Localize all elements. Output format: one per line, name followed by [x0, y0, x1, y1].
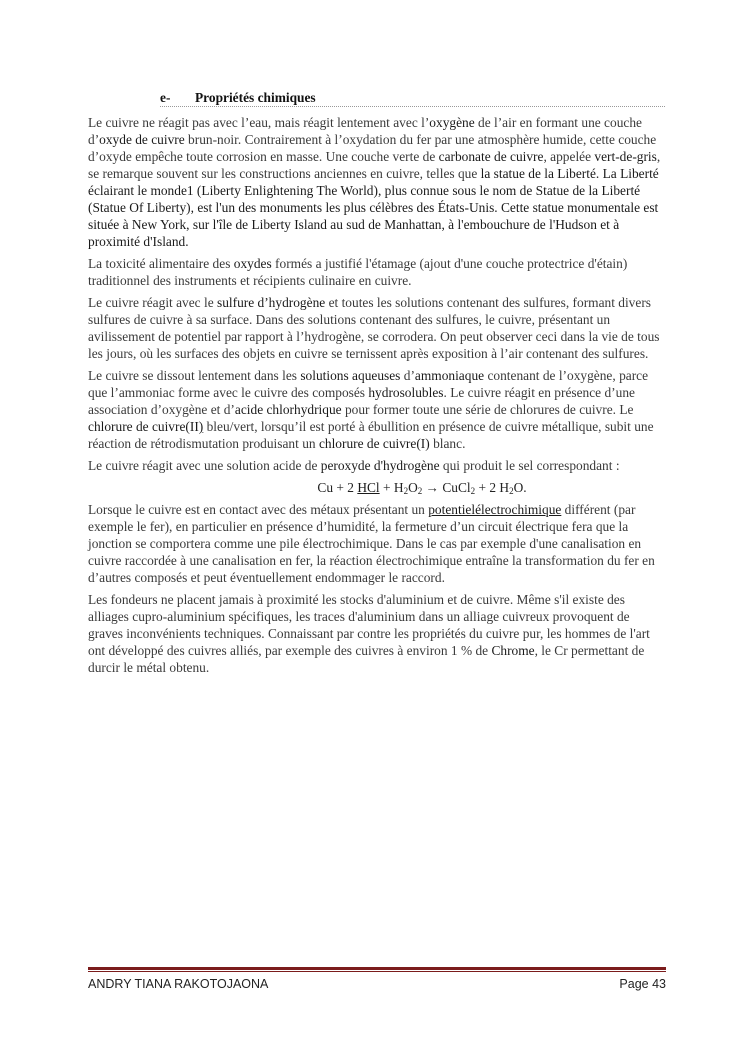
link-oxydes[interactable]: oxydes [233, 256, 272, 271]
subscript: 2 [470, 486, 476, 496]
paragraph-2 [88, 255, 666, 289]
page-footer [88, 976, 666, 992]
statue-liberte-text: la statue de la Liberté. La Liberté éclairant le monde1 (Liberty Enlightening The World), plus connue sous le nom de Statue de la Liberté (Statue Of Liberty), est l'un des monuments les plus célèbres des États-Unis. Cette statue monumentale est située à New York, sur l'île de Liberty Island au sud de Manhattan, à l'embouchure de l'Hudson et à proximité d'Island. [88, 166, 659, 249]
text-run: Lorsque le cuivre est en contact avec des métaux présentant un [88, 502, 429, 517]
section-number: e- [160, 90, 171, 105]
paragraph-3 [88, 294, 666, 362]
text-run: pour former toute une série de chlorures de cuivre. Le [341, 402, 634, 417]
subscript: 2 [509, 486, 514, 496]
equation-part: O. [513, 480, 527, 495]
text-run: , appelée [543, 149, 595, 164]
text-run: de l’air en formant une couche d’ [88, 115, 642, 147]
link-oxyde-de-cuivre[interactable]: oxyde de cuivre [99, 132, 185, 147]
link-peroxyde-hydrogene[interactable]: peroxyde d'hydrogène [320, 458, 440, 473]
text-run: Les fondeurs ne placent jamais à proximité les stocks d'aluminium et de cuivre. Même s'il existe des alliages cupro-aluminium spécifiques, les traces d'aluminium dans un alliage cuivreux provoquent de graves inconvénients techniques. Connaissant par contre les propriétés du cuivre pur, les hommes de l'art ont développé des cuivres alliés, par exemple des cuivres à environ 1 % de [88, 592, 650, 658]
text-run: , se remarque souvent sur les constructions anciennes en cuivre, telles que [88, 149, 661, 181]
footer-author: ANDRY TIANA RAKOTOJAONA [88, 977, 269, 991]
link-hydrosolubles[interactable]: hydrosolubles [368, 385, 444, 400]
equation-part: → CuCl [422, 480, 471, 495]
paragraph-1 [88, 114, 666, 250]
text-run: La toxicité alimentaire des [88, 256, 234, 271]
link-chlorure-cuivre-ii-paren[interactable]: ) [198, 419, 204, 434]
link-chlorure-cuivre-ii[interactable]: chlorure de cuivre(II [88, 419, 199, 434]
link-ammoniaque[interactable]: ammoniaque [414, 368, 485, 383]
link-carbonate-de-cuivre[interactable]: carbonate de cuivre [438, 149, 544, 164]
section-heading [160, 89, 665, 107]
footer-rule-thin [88, 971, 666, 972]
link-solutions-aqueuses[interactable]: solutions aqueuses [300, 368, 401, 383]
section-title: Propriétés chimiques [195, 90, 316, 105]
text-run: Le cuivre réagit avec une solution acide de [88, 458, 321, 473]
link-sulfure-hydrogene[interactable]: sulfure d’hydrogène [217, 295, 326, 310]
subscript: 2 [417, 486, 423, 496]
link-potentiel-electrochimique[interactable]: potentielélectrochimique [428, 502, 562, 517]
text-run: contenant de l’oxygène, parce que l’ammoniac forme avec le cuivre des composés [88, 368, 649, 400]
text-run: Le cuivre ne réagit pas avec l’eau, mais réagit lentement avec l’ [88, 115, 430, 130]
chemical-equation [88, 479, 666, 496]
body-text [88, 114, 666, 681]
text-run: brun-noir. Contrairement à l’oxydation du fer par une atmosphère humide, cette couche d’oxyde empêche toute corrosion en masse. Une couche verte de [88, 132, 657, 164]
paragraph-6 [88, 501, 666, 586]
subscript: 2 [403, 486, 409, 496]
equation-part: Cu + 2 [317, 480, 358, 495]
text-run: d’ [400, 368, 415, 383]
link-oxygene[interactable]: oxygène [429, 115, 475, 130]
equation-part: O [408, 480, 418, 495]
link-chrome[interactable]: Chrome [491, 643, 535, 658]
text-run: Le cuivre se dissout lentement dans les [88, 368, 301, 383]
paragraph-7 [88, 591, 666, 676]
footer-rule-thick [88, 967, 666, 970]
link-acide-chlorhydrique[interactable]: acide chlorhydrique [234, 402, 342, 417]
paragraph-4 [88, 367, 666, 452]
text-run: Le cuivre réagit avec le [88, 295, 217, 310]
text-run: bleu/vert, lorsqu’il est porté à ébullition en présence de cuivre métallique, subit une réaction de rétrodismutation produisant un [88, 419, 654, 451]
text-run: blanc. [429, 436, 466, 451]
text-run: différent (par exemple le fer), en particulier en présence d’humidité, la fermeture d’un circuit électrique fera que la jonction se comportera comme une pile électrochimique. Dans le cas par exemple d'une canalisation en cuivre raccordée à une canalisation en fer, la réaction électrochimique entraîne la transformation du fer en d’autres composés et peut éventuellement endommager le raccord. [88, 502, 655, 585]
link-hcl[interactable]: HCl [357, 480, 380, 495]
paragraph-5 [88, 457, 666, 474]
text-run: qui produit le sel correspondant : [439, 458, 620, 473]
text-run: formés a justifié l'étamage (ajout d'une couche protectrice d'étain) traditionnel des instruments et récipients culinaire en cuivre. [88, 256, 628, 288]
text-run: . Le cuivre réagit en présence d’une association d’oxygène et d’ [88, 385, 635, 417]
footer-page-number: Page 43 [619, 977, 666, 991]
equation-part: + H [379, 480, 404, 495]
link-chlorure-cuivre-i[interactable]: chlorure de cuivre(I) [318, 436, 430, 451]
link-vert-de-gris[interactable]: vert-de-gris [594, 149, 657, 164]
equation-part: + 2 H [475, 480, 510, 495]
text-run: et toutes les solutions contenant des sulfures, formant divers sulfures de cuivre à sa surface. Dans des solutions contenant des sulfures, le cuivre, présentant un avilissement de potentiel par rapport à l’hydrogène, se corrodera. On peut observer ceci dans la vie de tous les jours, où les surfaces des objets en cuivre se ternissent après exposition à l’air contenant des sulfures. [88, 295, 660, 361]
text-run: , le Cr permettant de durcir le métal obtenu. [88, 643, 645, 675]
